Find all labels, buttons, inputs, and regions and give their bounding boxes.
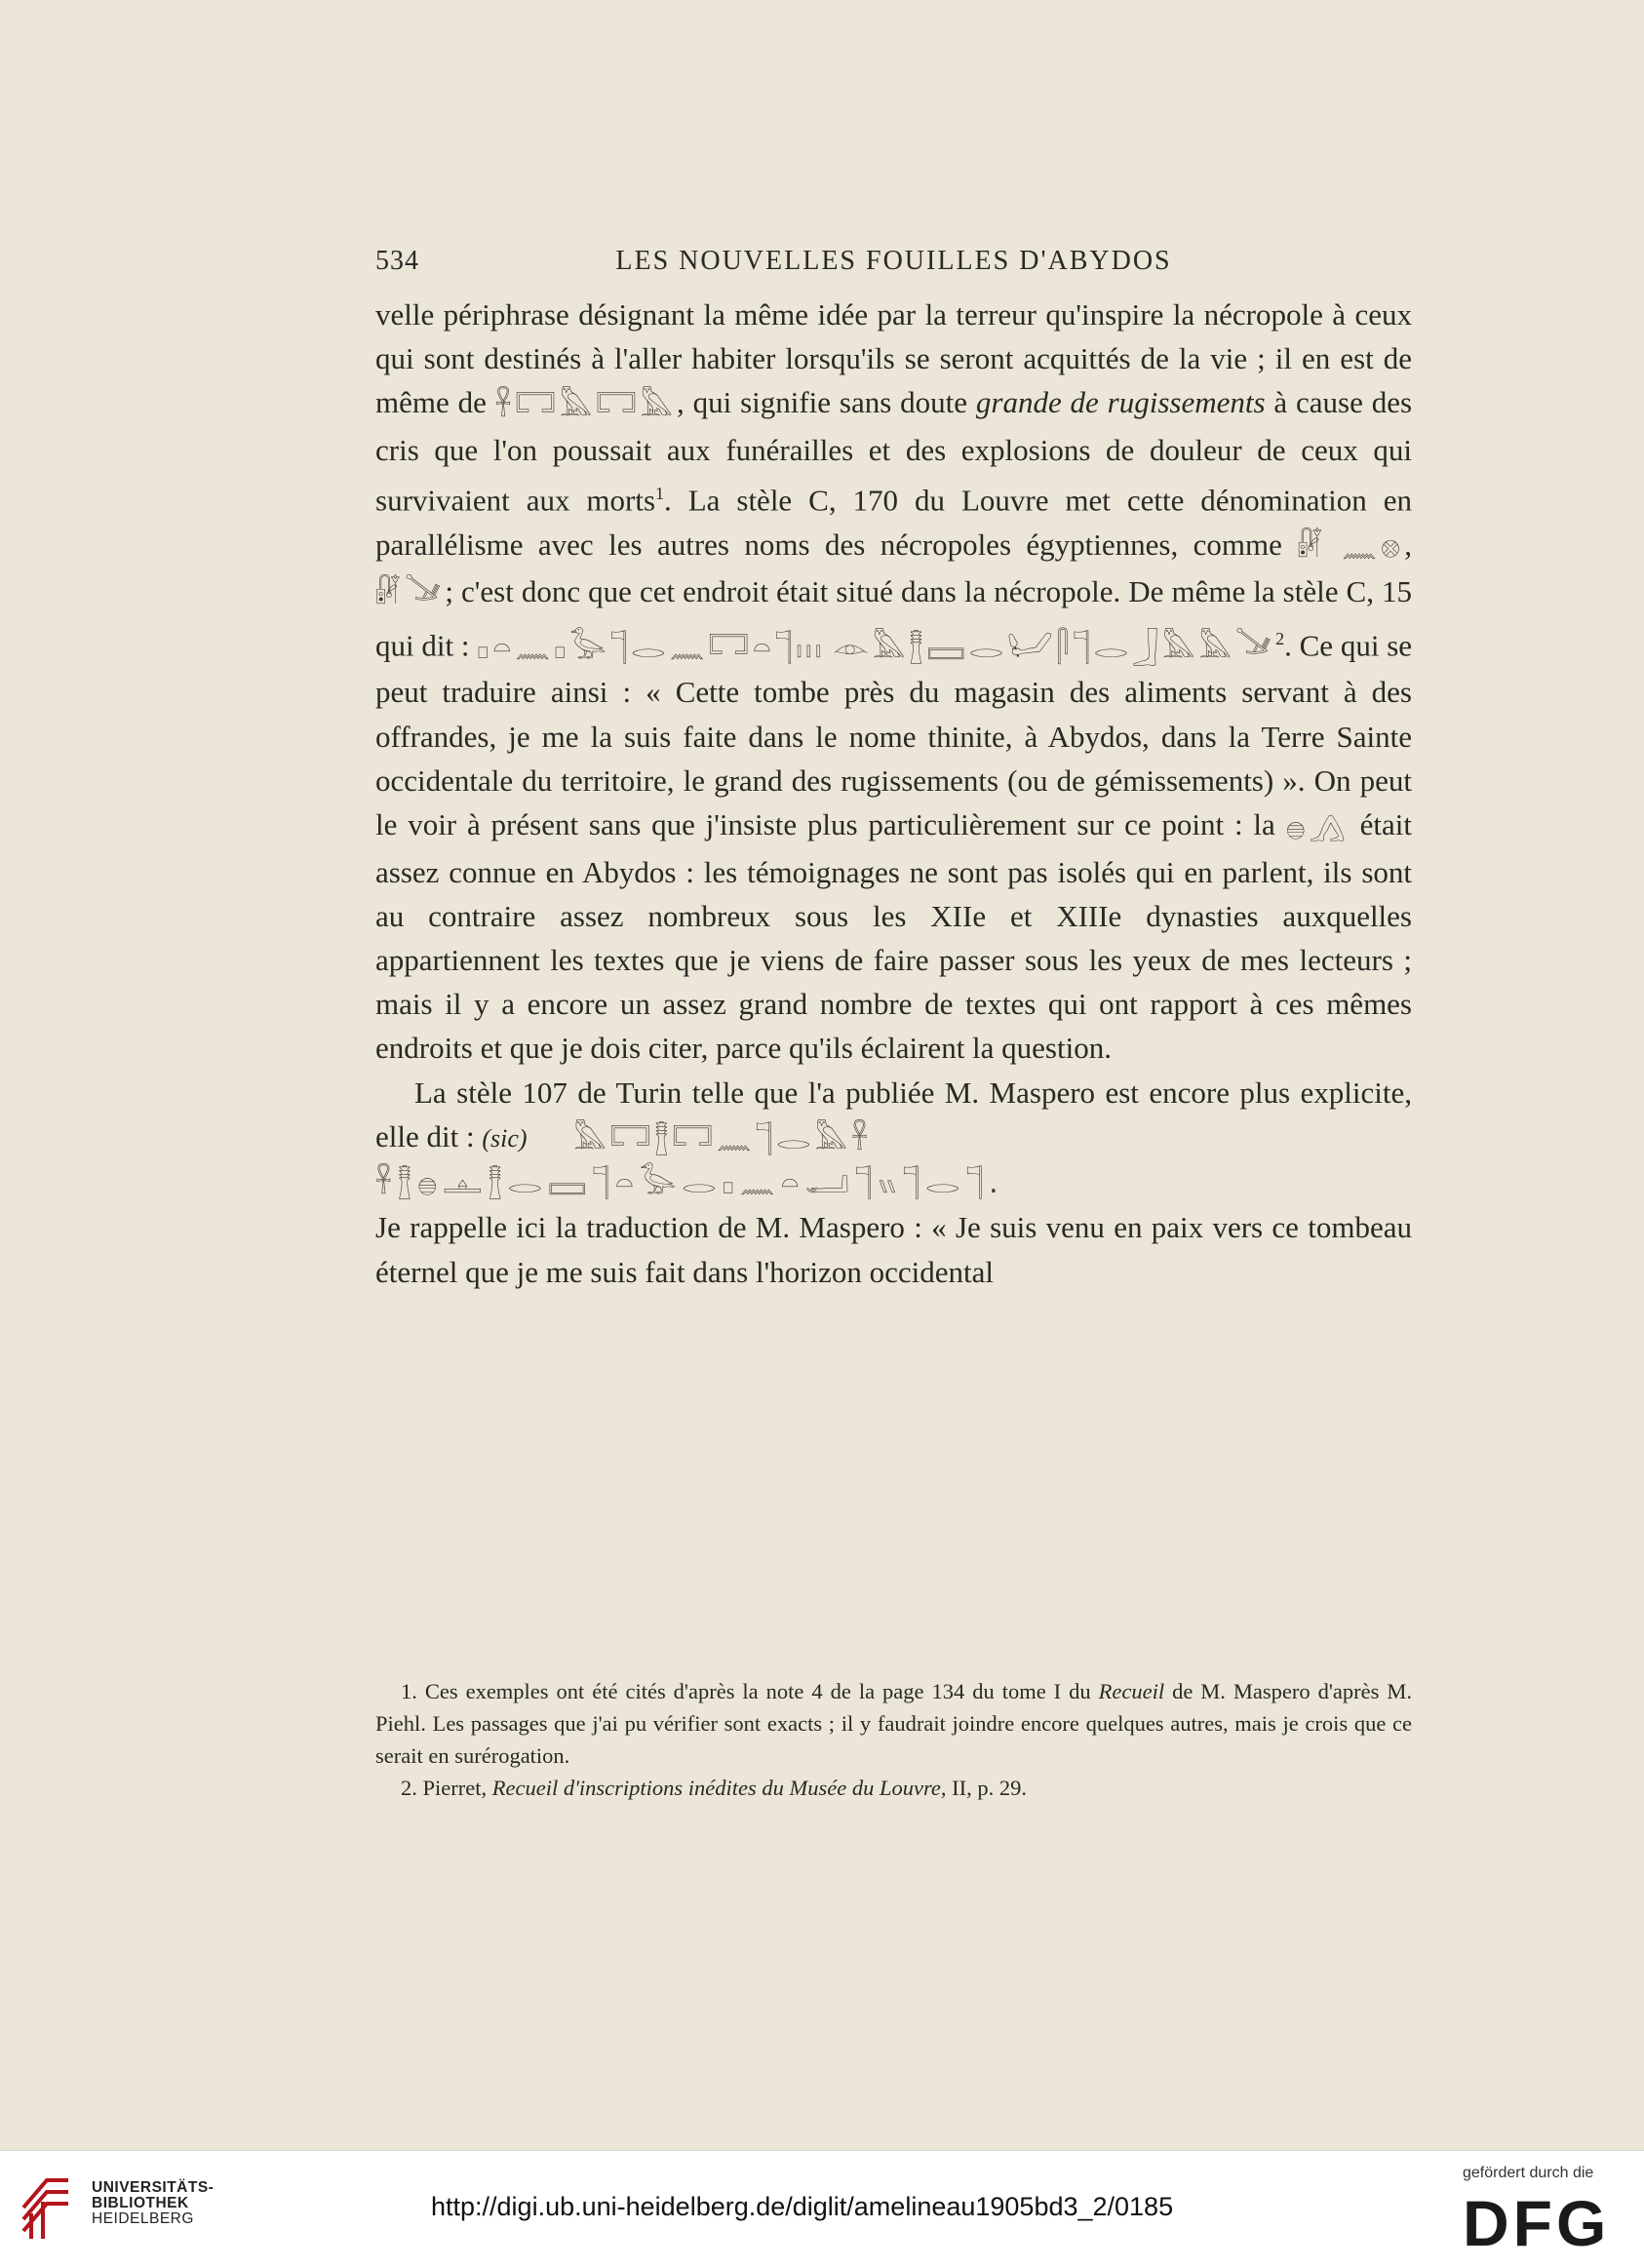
hieroglyph-group-3: 𓈖𓊖 bbox=[1341, 529, 1405, 565]
hieroglyph-group-4: 𓏞𓍁 bbox=[375, 577, 446, 612]
footnote-ref-1[interactable]: 1 bbox=[655, 484, 665, 504]
sponsor-caption: gefördert durch die bbox=[1463, 2165, 1594, 2181]
permalink-url[interactable]: http://digi.ub.uni-heidelberg.de/diglit/amelineau1905bd3_2/0185 bbox=[431, 2192, 1174, 2221]
italic-term: grande de rugissements bbox=[975, 385, 1266, 420]
paragraph-1: velle périphrase désignant la même idée par la terreur qu'inspire la nécropole à ceux qui sont destinés à l'aller habiter lorsqu'ils se seront acquittés de la vie ; il en est de même de 𓋹𓉐𓅓𓉐𓅓, qui signifie sans doute grande de rugissements à cause des cris que l'on poussait aux funérailles et des explosions de douleur de ceux qui survivaient aux morts$^1$. La stèle C, 170 du Louvre met cette dénomination en parallélisme avec les autres noms des nécropoles égyptiennes, comme 𓏞 𓈖𓊖, 𓏞𓍁; c'est donc que cet endroit était situé dans la nécropole. De même la stèle C, 15 qui dit : 𓊪𓏏𓈖𓊪𓅭𓊹𓂋𓈖𓉐𓏏𓊹𓏥 𓁹𓅓𓊽𓈙𓂋𓂦𓋴𓊹𓂋𓃀𓅓𓅓𓍁$^2$. Ce qui se peut traduire ainsi : « Cette tombe près du magasin des aliments servant à des offrandes, je me la suis faite dans le nome thinite, à Abydos, dans la Terre Sainte occidentale du territoire, le grand des rugissements (ou de gémissements) ». On peut le voir à présent sans que j'insiste plus particulièrement sur ce point : la 𓐍𓂻 était assez connue en Abydos : les témoignages ne sont pas isolés qui en parlent, ils sont au contraire assez nombreux sous les XIIe et XIIIe dynasties auxquelles appartiennent les textes que je viens de faire passer sous les yeux de mes lecteurs ; mais il y a encore un assez grand nombre de textes qui ont rapport à ces mêmes endroits et que je dois citer, parce qu'ils éclairent la question. bbox=[375, 297, 1413, 1066]
hieroglyph-group-5: 𓊪𓏏𓈖𓊪𓅭𓊹𓂋𓈖𓉐𓏏𓊹𓏥 bbox=[477, 631, 826, 666]
running-title: LES NOUVELLES FOUILLES D'ABYDOS bbox=[615, 246, 1172, 276]
hieroglyph-group-6: 𓁹𓅓𓊽𓈙𓂋𓂦𓋴𓊹𓂋𓃀𓅓𓅓𓍁 bbox=[833, 631, 1276, 666]
paragraph-2: La stèle 107 de Turin telle que l'a publiée M. Maspero est encore plus explicite, elle dit : (sic) 𓅓𓉐𓊽𓉐𓈖𓊹𓂋𓅓𓋹 bbox=[375, 1071, 1412, 1162]
sic-annotation: (sic) bbox=[482, 1123, 528, 1153]
footnotes bbox=[375, 1675, 1412, 1804]
ub-heidelberg-logo-icon[interactable] bbox=[18, 2169, 74, 2241]
page-number: 534 bbox=[375, 246, 419, 276]
hieroglyph-group-8: 𓅓𓉐𓊽𓉐𓈖𓊹𓂋𓅓𓋹 bbox=[573, 1122, 872, 1156]
library-name[interactable]: UNIVERSITÄTS- BIBLIOTHEK HEIDELBERG bbox=[92, 2179, 215, 2227]
page-header bbox=[375, 246, 1412, 285]
footnote-ref-2[interactable]: 2 bbox=[1275, 628, 1285, 648]
main-text bbox=[375, 293, 1412, 1294]
footnote-2: 2. Pierret, Recueil d'inscriptions inédites du Musée du Louvre, II, p. 29. bbox=[401, 1776, 1027, 1800]
hieroglyph-group-7: 𓐍𓂻 bbox=[1285, 810, 1350, 845]
viewer-footer bbox=[0, 2150, 1644, 2268]
hieroglyph-group-2: 𓏞 bbox=[1297, 529, 1327, 565]
paragraph-3: Je rappelle ici la traduction de M. Maspero : « Je suis venu en paix vers ce tombeau éternel que je me suis fait dans l'horizon occidental bbox=[375, 1210, 1412, 1289]
hieroglyph-group-1: 𓋹𓉐𓅓𓉐𓅓 bbox=[494, 388, 678, 423]
hieroglyph-line: 𓋹𓊽𓐍𓊵𓊽𓂋𓈙𓊹𓏏𓅭𓂋𓊪𓈖𓏏𓂝𓊹𓏭𓊹𓂋𓊹. bbox=[375, 1166, 1004, 1201]
dfg-logo[interactable]: DFG bbox=[1463, 2187, 1611, 2259]
footnote-1: 1. Ces exemples ont été cités d'après la note 4 de la page 134 du tome I du Recueil de M. Maspero d'après M. Piehl. Les passages que j'ai pu vérifier sont exacts ; il y faudrait joindre encore quelques autres, mais je crois que ce serait en surérogation. bbox=[375, 1679, 1412, 1768]
